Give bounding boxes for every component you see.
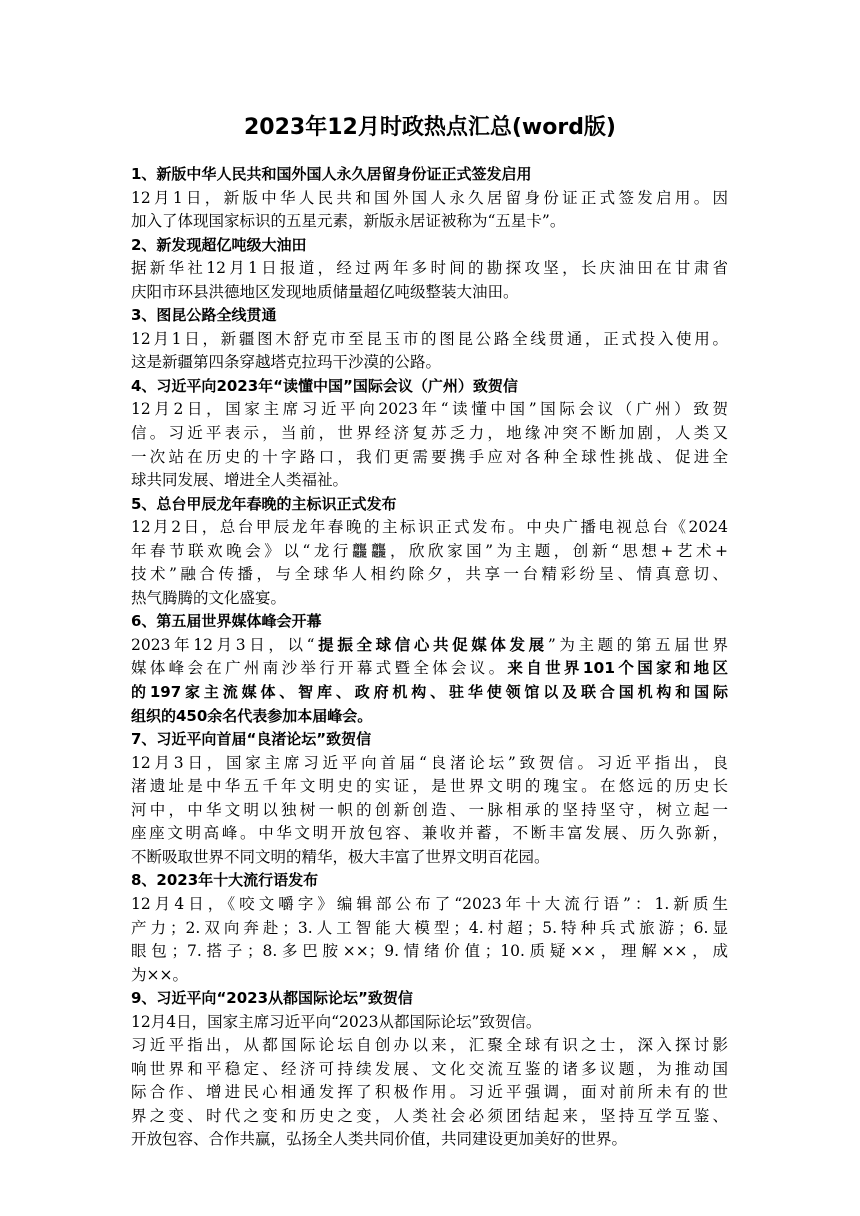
paragraph-line: 12月4日，《咬文嚼字》编辑部公布了“2023年十大流行语”：1.新质生 [131,894,728,913]
paragraph-line: 这是新疆第四条穿越塔克拉玛干沙漠的公路。 [131,353,442,372]
section-heading: 7、习近平向首届“良渚论坛”致贺信 [131,730,372,749]
paragraph-line: 座座文明高峰。中华文明开放包容、兼收并蓄，不断丰富发展、历久弥新， [131,824,728,843]
section-heading: 6、第五届世界媒体峰会开幕 [131,612,322,631]
paragraph-line: 开放包容、合作共赢，弘扬全人类共同价值，共同建设更加美好的世界。 [131,1130,628,1149]
paragraph-line: 球共同发展、增进全人类福祉。 [131,471,349,490]
paragraph-line: 渚遗址是中华五千年文明史的实证，是世界文明的瑰宝。在悠远的历史长 [131,777,728,796]
paragraph-line [131,657,728,681]
section-heading: 2、新发现超亿吨级大油田 [131,235,307,254]
section-heading: 8、2023年十大流行语发布 [131,871,319,890]
paragraph-line [131,634,728,658]
paragraph-line: 习近平指出，从都国际论坛自创办以来，汇聚全球有识之士，深入探讨影 [131,1036,728,1055]
emphasized-text: 来自世界101个国家和地区 [507,659,728,678]
emphasized-line: 组织的450余名代表参加本届峰会。 [131,706,373,725]
section-heading: 9、习近平向“2023从都国际论坛”致贺信 [131,989,413,1008]
section-heading: 5、总台甲辰龙年春晚的主标识正式发布 [131,494,397,513]
paragraph-line: 不断吸取世界不同文明的精华，极大丰富了世界文明百花园。 [131,847,550,866]
paragraph-line: 河中，中华文明以独树一帜的创新创造、一脉相承的坚持坚守，树立起一 [131,800,728,819]
paragraph-line: 12月3日，国家主席习近平向首届“良渚论坛”致贺信。习近平指出，良 [131,753,728,772]
text-run: 2023年12月3日，以“ [131,635,315,654]
paragraph-line: 12月4日，国家主席习近平向“2023从都国际论坛”致贺信。 [131,1012,542,1031]
paragraph-line: 一次站在历史的十字路口，我们更需要携手应对各种全球性挑战、促进全 [131,447,728,466]
paragraph-line: 为××。 [131,965,188,984]
paragraph-line: 加入了体现国家标识的五星元素，新版永居证被称为“五星卡”。 [131,212,566,231]
paragraph-line: 热气腾腾的文化盛宴。 [131,588,287,607]
section-heading: 4、习近平向2023年“读懂中国”国际会议（广州）致贺信 [131,376,518,395]
paragraph-line: 年春节联欢晚会》以“龙行龘龘，欣欣家国”为主题，创新“思想+艺术+ [131,541,728,560]
document-body [131,163,728,1152]
text-run: ”为主题的第五届世界 [547,635,728,654]
document-title: 2023年12月时政热点汇总(word版) [244,115,616,140]
paragraph-line: 庆阳市环县洪德地区发现地质储量超亿吨级整装大油田。 [131,282,519,301]
text-run: 媒体峰会在广州南沙举行开幕式暨全体会议。 [131,659,508,678]
paragraph-line: 据新华社12月1日报道，经过两年多时间的勘探攻坚，长庆油田在甘肃省 [131,259,728,278]
section-heading: 1、新版中华人民共和国外国人永久居留身份证正式签发启用 [131,165,532,183]
paragraph-line: 际合作、增进民心相通发挥了积极作用。习近平强调，面对前所未有的世 [131,1083,728,1102]
paragraph-line: 界之变、时代之变和历史之变，人类社会必须团结起来，坚持互学互鉴、 [131,1106,728,1125]
paragraph-line: 12月2日，总台甲辰龙年春晚的主标识正式发布。中央广播电视总台《2024 [131,518,728,537]
paragraph-line: 信。习近平表示，当前，世界经济复苏乏力，地缘冲突不断加剧，人类又 [131,424,728,443]
paragraph-line: 产力；2.双向奔赴；3.人工智能大模型；4.村超；5.特种兵式旅游；6.显 [131,918,728,937]
paragraph-line: 技术”融合传播，与全球华人相约除夕，共享一台精彩纷呈、情真意切、 [131,565,728,584]
paragraph-line: 12月1日，新疆图木舒克市至昆玉市的图昆公路全线贯通，正式投入使用。 [131,329,728,348]
emphasized-line: 的197家主流媒体、智库、政府机构、驻华使领馆以及联合国机构和国际 [131,683,728,702]
paragraph-line: 眼包；7.搭子；8.多巴胺××；9.情绪价值；10.质疑××，理解××，成 [131,942,728,961]
section-heading: 3、图昆公路全线贯通 [131,306,277,325]
emphasized-text: 提振全球信心共促媒体发展 [314,635,548,654]
paragraph-line: 响世界和平稳定、经济可持续发展、文化交流互鉴的诸多议题，为推动国 [131,1059,728,1078]
paragraph-line: 12月2日，国家主席习近平向2023年“读懂中国”国际会议（广州）致贺 [131,400,728,419]
paragraph-line: 12月1日，新版中华人民共和国外国人永久居留身份证正式签发启用。因 [131,188,728,207]
